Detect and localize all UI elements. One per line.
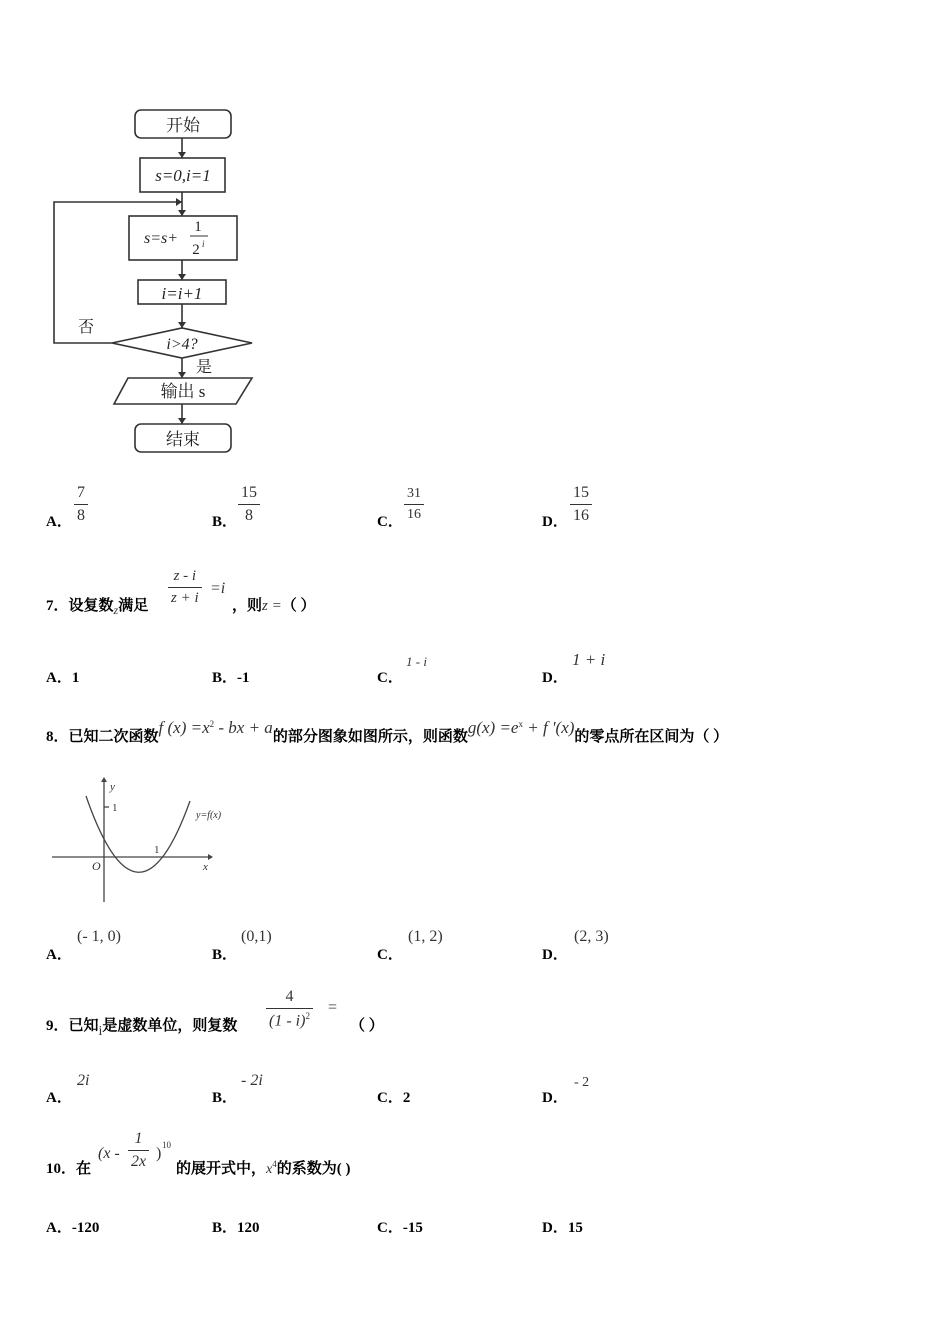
flow-cond-text: i>4? [166, 336, 198, 353]
q10-option-b[interactable]: B．120 [212, 1220, 260, 1236]
q9-option-d-math: - 2 [574, 1075, 590, 1090]
q10-label: 10．在 [46, 1161, 92, 1177]
flowchart [40, 100, 270, 460]
q6-option-c-fraction: $\frac{31}{16}$ [404, 486, 424, 523]
q9-option-d[interactable]: D． [542, 1090, 568, 1106]
q7-option-d[interactable]: D． [542, 670, 568, 686]
flow-step-den-exp: i [202, 239, 205, 249]
q9-option-a[interactable]: A． [46, 1090, 72, 1106]
q6-option-c[interactable]: C． [377, 514, 403, 530]
flow-no-label: 否 [78, 319, 95, 336]
q8-option-a[interactable]: A． [46, 947, 72, 963]
q10-stem: 的展开式中，$x^4$的系数为( ) [176, 1159, 351, 1177]
flow-step-den: 2 [192, 242, 200, 258]
q7-stem: 7．设复数$_z$满足 [46, 598, 149, 617]
q9-option-a-math: 2i [77, 1072, 90, 1089]
q7-stem-tail: ，则z =（ ） [232, 598, 316, 614]
q8-option-c-math: (1, 2) [408, 928, 443, 945]
q10-expr-close: ) [156, 1145, 162, 1162]
q8-option-b[interactable]: B． [212, 947, 238, 963]
q9-option-c[interactable]: C．2 [377, 1090, 411, 1106]
q8-option-b-math: (0,1) [241, 928, 272, 945]
q6-option-b[interactable]: B． [212, 514, 238, 530]
q9-equals: = [328, 999, 338, 1016]
q9-fraction: $\frac{4}{(1 - i)^2}$ [266, 988, 313, 1030]
q8-curve-label: y=f(x) [196, 810, 222, 821]
q7-equals-i: =i [210, 580, 226, 597]
flow-end-text: 结束 [166, 430, 200, 449]
q8-option-d[interactable]: D． [542, 947, 568, 963]
q10-exponent: 10 [162, 1140, 171, 1150]
q6-option-b-fraction: $\frac{15}{8}$ [238, 484, 260, 525]
q8-x-label: x [203, 861, 208, 873]
q8-graph [48, 776, 248, 906]
q8-option-d-math: (2, 3) [574, 928, 609, 945]
q6-option-d[interactable]: D． [542, 514, 568, 530]
flow-step-num: 1 [194, 219, 202, 235]
flow-yes-label: 是 [196, 359, 213, 376]
flow-step-text: s=s+ [144, 230, 179, 247]
q6-option-d-fraction: $\frac{15}{16}$ [570, 484, 592, 525]
flow-output-text: 输出 s [160, 382, 206, 401]
q7-option-b[interactable]: B．-1 [212, 670, 250, 686]
q8-parabola [86, 796, 190, 872]
flow-start-text: 开始 [166, 116, 200, 135]
q10-option-c[interactable]: C．-15 [377, 1220, 423, 1236]
q8-origin-label: O [92, 859, 101, 873]
q8-stem: 8．已知二次函数f $(x) =x^2$ - bx + a的部分图象如图所示，则函数$g(x) =e^x + f$ '(x)的零点所在区间为（ ） [46, 718, 729, 745]
flow-init-text: s=0,i=1 [155, 166, 211, 185]
q7-option-c[interactable]: C． [377, 670, 403, 686]
q7-fraction: $\frac{z - i}{z + i}$ [168, 568, 202, 607]
q8-option-c[interactable]: C． [377, 947, 403, 963]
q7-option-d-math: 1 + i [572, 650, 606, 669]
q6-option-a-fraction: $\frac{7}{8}$ [74, 484, 88, 525]
q8-x-tick-1: 1 [154, 844, 160, 856]
q8-y-label: y [110, 781, 115, 793]
q10-option-d[interactable]: D．15 [542, 1220, 583, 1236]
q7-option-c-math: 1 - i [406, 654, 427, 669]
q6-option-a[interactable]: A． [46, 514, 72, 530]
q9-stem: 9．已知i是虚数单位，则复数 [46, 1018, 238, 1039]
q8-option-a-math: (- 1, 0) [77, 928, 121, 945]
q10-option-a[interactable]: A．-120 [46, 1220, 100, 1236]
flow-incr-text: i=i+1 [161, 284, 203, 303]
q9-paren: （ ） [350, 1018, 384, 1034]
q8-y-tick-1: 1 [112, 802, 118, 814]
q7-option-a[interactable]: A．1 [46, 670, 80, 686]
q10-fraction: $\frac{1}{2x}$ [128, 1130, 149, 1171]
q9-option-b[interactable]: B． [212, 1090, 238, 1106]
q10-expr-open: (x - [98, 1145, 120, 1162]
q9-option-b-math: - 2i [241, 1072, 263, 1089]
